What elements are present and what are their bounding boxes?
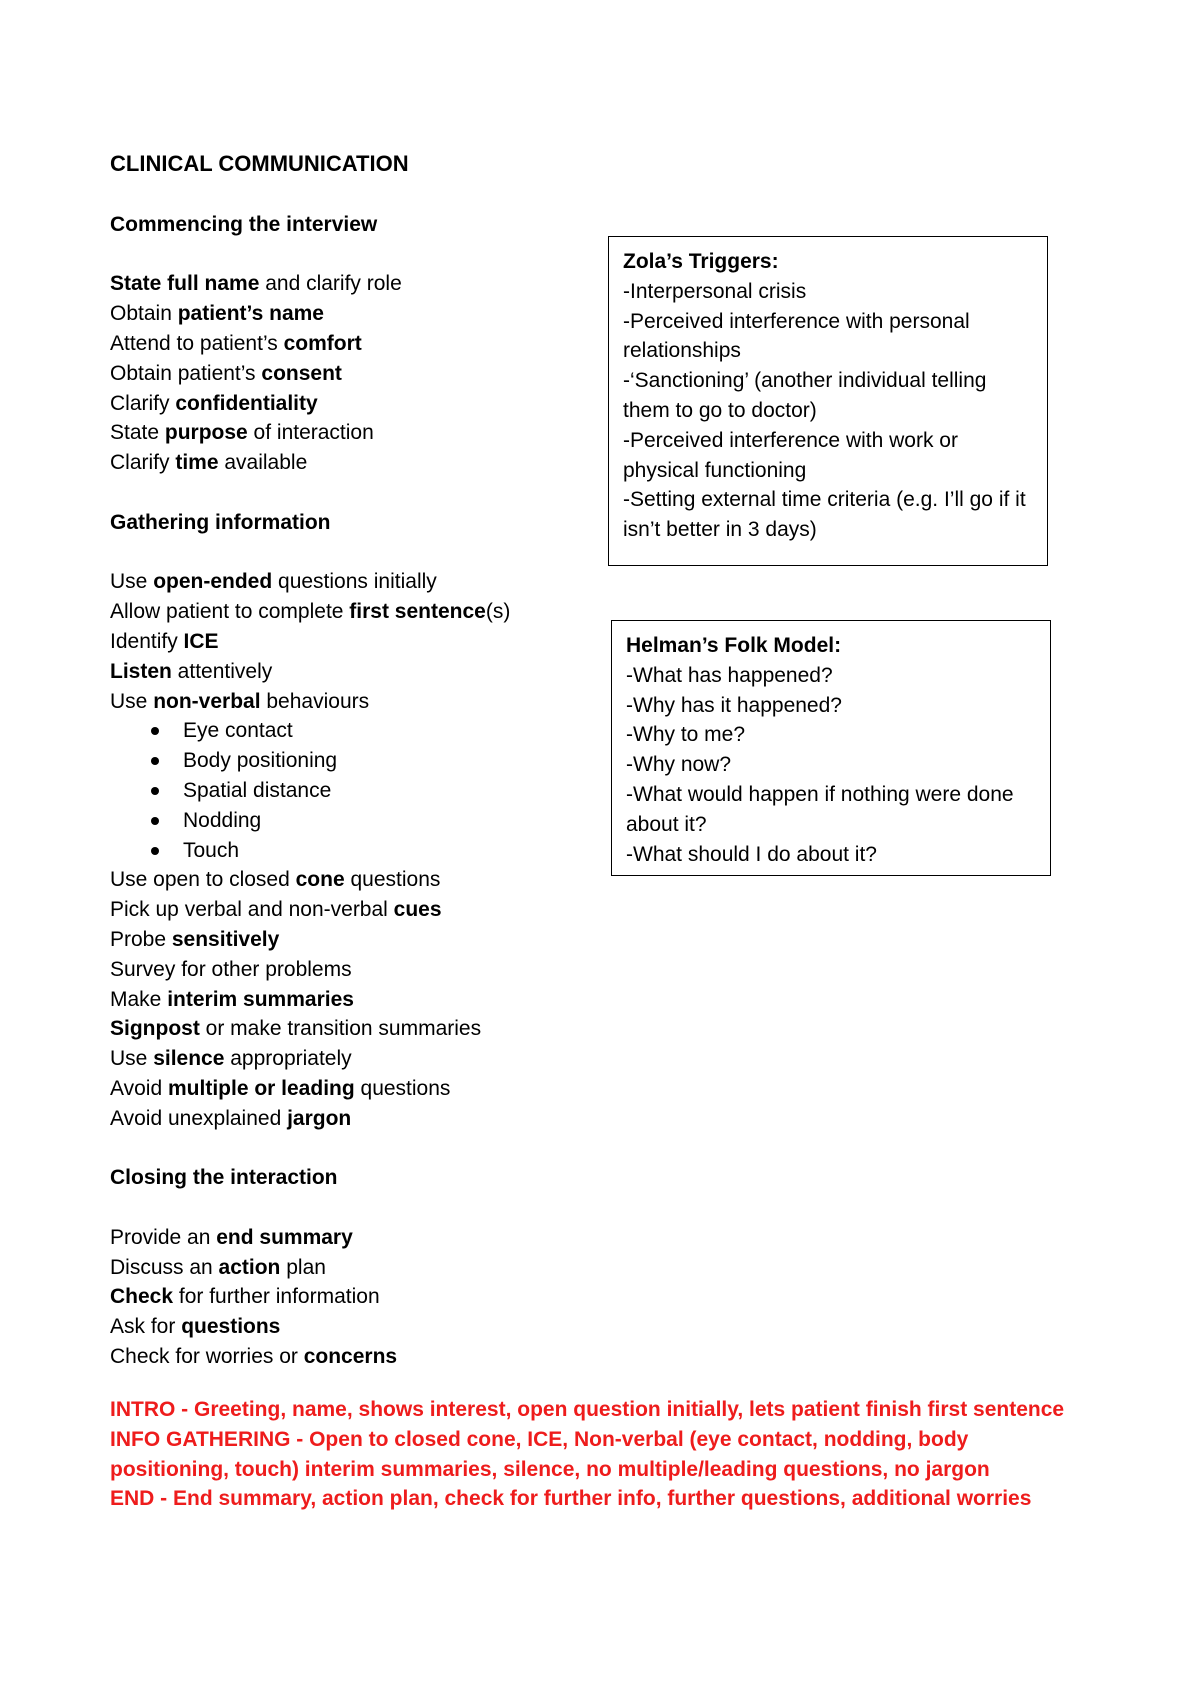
text-segment: of interaction [247,421,374,445]
box-line: -Perceived interference with work or physical functioning [623,428,958,482]
list-item [110,1014,630,1044]
bullet-text: Nodding [183,808,262,832]
bullet-text: Touch [183,838,240,862]
emphasis-text: end summary [216,1225,353,1249]
emphasis-text: cone [295,868,345,892]
box-line: -‘Sanctioning’ (another individual telling them to go to doctor) [623,369,987,422]
emphasis-text: Signpost [110,1017,200,1041]
list-item [110,1312,630,1342]
summary-intro: INTRO - Greeting, name, shows interest, open question initially, lets patient finish first sentence [110,1398,1065,1421]
list-item [110,299,630,329]
list-item [110,657,630,687]
zola-triggers-box [608,236,1048,566]
box-line: -Why to me? [626,723,746,747]
emphasis-text: patient’s name [177,302,324,326]
bullet-dot-icon [151,847,159,855]
text-segment: Survey for other problems [110,957,352,981]
bullet-text: Body positioning [183,749,338,773]
text-segment: or make transition summaries [199,1017,482,1041]
text-segment: Clarify [110,391,176,415]
text-segment: Use [110,1047,154,1071]
bullet-text: Spatial distance [183,778,332,802]
box-line: -What would happen if nothing were done about it? [626,782,1014,836]
commencing-list [110,269,630,478]
summary-block [110,1395,1090,1514]
list-item [110,597,630,627]
text-segment: State [110,421,165,445]
summary-info-gathering: INFO GATHERING - Open to closed cone, ICE, Non-verbal (eye contact, nodding, body positioning, touch) interim summaries, silence, no multiple/leading questions, no jargon [110,1427,990,1481]
list-item [110,448,630,478]
gathering-list-after [110,865,630,1133]
emphasis-text: multiple or leading [168,1076,355,1100]
list-item [110,955,630,985]
text-segment: Clarify [110,451,176,475]
list-item [110,1342,630,1372]
box-line: -What has happened? [626,663,833,687]
emphasis-text: purpose [164,421,248,445]
emphasis-text: sensitively [171,927,280,951]
bullet-item [110,716,630,746]
text-segment: Discuss an [110,1255,219,1279]
bullet-item [110,776,630,806]
list-item [110,329,630,359]
text-segment: questions [344,868,441,892]
emphasis-text: concerns [303,1345,398,1369]
list-item [110,985,630,1015]
list-item [110,895,630,925]
list-item [110,627,630,657]
box-line: -Perceived interference with personal relationships [623,309,970,363]
text-segment: questions [354,1076,451,1100]
helman-folk-model-lines [626,661,1036,870]
bullet-dot-icon [151,757,159,765]
page-title: CLINICAL COMMUNICATION [110,151,409,176]
list-item [110,925,630,955]
zola-triggers-title: Zola’s Triggers: [623,250,779,273]
text-segment: Obtain [110,302,178,326]
emphasis-text: open-ended [153,570,273,594]
text-segment: Avoid [110,1076,168,1100]
emphasis-text: cues [393,898,442,922]
text-segment: and clarify role [259,272,402,296]
emphasis-text: jargon [287,1106,352,1130]
emphasis-text: questions [181,1315,281,1339]
box-line: -Why has it happened? [626,693,842,717]
gathering-list-before [110,567,630,716]
section-heading-commencing: Commencing the interview [110,212,378,236]
list-item [110,1253,630,1283]
main-column [110,148,630,1372]
list-item [110,1044,630,1074]
bullet-item [110,836,630,866]
emphasis-text: consent [261,361,342,385]
box-line: -Interpersonal crisis [623,279,807,303]
list-item [110,865,630,895]
bullet-item [110,746,630,776]
text-segment: Provide an [110,1225,217,1249]
text-segment: Use [110,570,154,594]
emphasis-text: first sentence [349,600,486,624]
helman-folk-model-box [611,620,1051,876]
text-segment: Make [110,987,168,1011]
bullet-dot-icon [151,787,159,795]
text-segment: Use open to closed [110,868,296,892]
text-segment: Check for worries or [110,1345,304,1369]
text-segment: Ask for [110,1315,182,1339]
list-item [110,567,630,597]
list-item [110,1282,630,1312]
text-segment: Obtain patient’s [110,361,262,385]
list-item [110,1223,630,1253]
list-item [110,269,630,299]
list-item [110,1104,630,1134]
closing-list [110,1223,630,1372]
box-line: -Setting external time criteria (e.g. I’ll go if it isn’t better in 3 days) [623,488,1026,542]
text-segment: Probe [110,927,172,951]
bullet-dot-icon [151,817,159,825]
text-segment: Allow patient to complete [110,600,350,624]
zola-triggers-lines [623,277,1033,545]
section-heading-gathering: Gathering information [110,510,331,534]
list-item [110,418,630,448]
text-segment: available [218,451,308,475]
bullet-text: Eye contact [183,719,293,743]
helman-folk-model-title: Helman’s Folk Model: [626,634,842,657]
text-segment: questions initially [272,570,437,594]
bullet-item [110,806,630,836]
emphasis-text: ICE [183,629,219,653]
text-segment: plan [280,1255,326,1279]
emphasis-text: silence [153,1047,225,1071]
text-segment: for further information [173,1285,380,1309]
text-segment: Use [110,689,154,713]
text-segment: attentively [171,659,273,683]
emphasis-text: time [175,451,219,475]
box-line: -What should I do about it? [626,842,877,866]
list-item [110,1074,630,1104]
list-item [110,389,630,419]
text-segment: Identify [110,629,184,653]
list-item [110,359,630,389]
text-segment: appropriately [224,1047,352,1071]
summary-end: END - End summary, action plan, check for further info, further questions, additional worries [110,1487,1032,1511]
emphasis-text: Check [110,1285,174,1309]
list-item [110,687,630,717]
box-line: -Why now? [626,753,732,777]
emphasis-text: State full name [110,272,260,296]
text-segment: (s) [485,600,511,624]
emphasis-text: comfort [283,331,362,355]
emphasis-text: confidentiality [175,391,318,415]
nonverbal-bullet-list [110,716,630,865]
text-segment: Pick up verbal and non-verbal [110,898,394,922]
section-heading-closing: Closing the interaction [110,1166,338,1190]
emphasis-text: interim summaries [167,987,354,1011]
text-segment: Avoid unexplained [110,1106,288,1130]
emphasis-text: non-verbal [153,689,261,713]
emphasis-text: Listen [110,659,172,683]
text-segment: behaviours [260,689,370,713]
emphasis-text: action [218,1255,281,1279]
text-segment: Attend to patient’s [110,331,284,355]
bullet-dot-icon [151,727,159,735]
